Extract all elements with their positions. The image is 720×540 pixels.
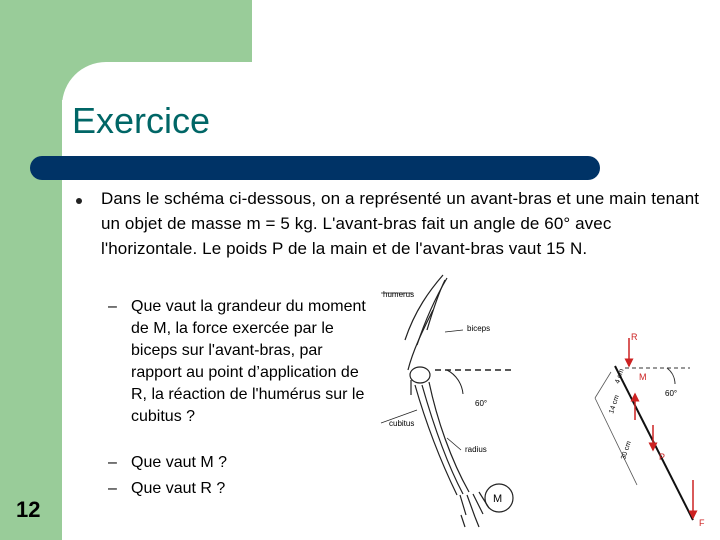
bullet-icon xyxy=(76,198,82,204)
label-humerus: humerus xyxy=(383,290,415,299)
exercise-statement: Dans le schéma ci-dessous, on a représenté un avant-bras et une main tenant un objet de masse m = 5 kg. L'avant-bras fait un angle de 60° avec l'horizontale. Le poids P de la main et de l'avant-bras vaut 15 N. xyxy=(101,189,700,258)
question-text: Que vaut R ? xyxy=(131,480,226,497)
slide-number: 12 xyxy=(16,497,41,522)
label-r: R xyxy=(631,332,638,342)
dash-icon: – xyxy=(108,298,117,315)
dash-icon: – xyxy=(108,454,117,471)
label-mass: M xyxy=(493,493,503,505)
decor-green-strip xyxy=(0,0,62,540)
force-diagram xyxy=(575,310,715,538)
arm-illustration xyxy=(375,270,525,540)
dash-icon: – xyxy=(108,480,117,497)
question-text: Que vaut M ? xyxy=(131,454,228,471)
title-underline-bar xyxy=(30,156,600,180)
question-text: Que vaut la grandeur du moment de M, la force exercée par le biceps sur l'avant-bras, par rapport au point d’application de R, la réaction de l'humérus sur le cubitus ? xyxy=(131,298,366,425)
label-f: F xyxy=(699,518,705,528)
label-m: M xyxy=(639,372,647,382)
label-cubitus: cubitus xyxy=(389,419,415,428)
label-p: P xyxy=(659,452,666,462)
label-angle: 60° xyxy=(665,389,678,398)
label-angle-arm: 60° xyxy=(475,399,488,408)
slide-title: Exercice xyxy=(72,100,211,141)
label-d2: 14 cm xyxy=(608,394,621,415)
label-radius: radius xyxy=(465,445,487,454)
label-d1: 4 cm xyxy=(614,368,626,385)
label-biceps: biceps xyxy=(467,324,491,333)
label-d3: 30 cm xyxy=(620,440,633,461)
